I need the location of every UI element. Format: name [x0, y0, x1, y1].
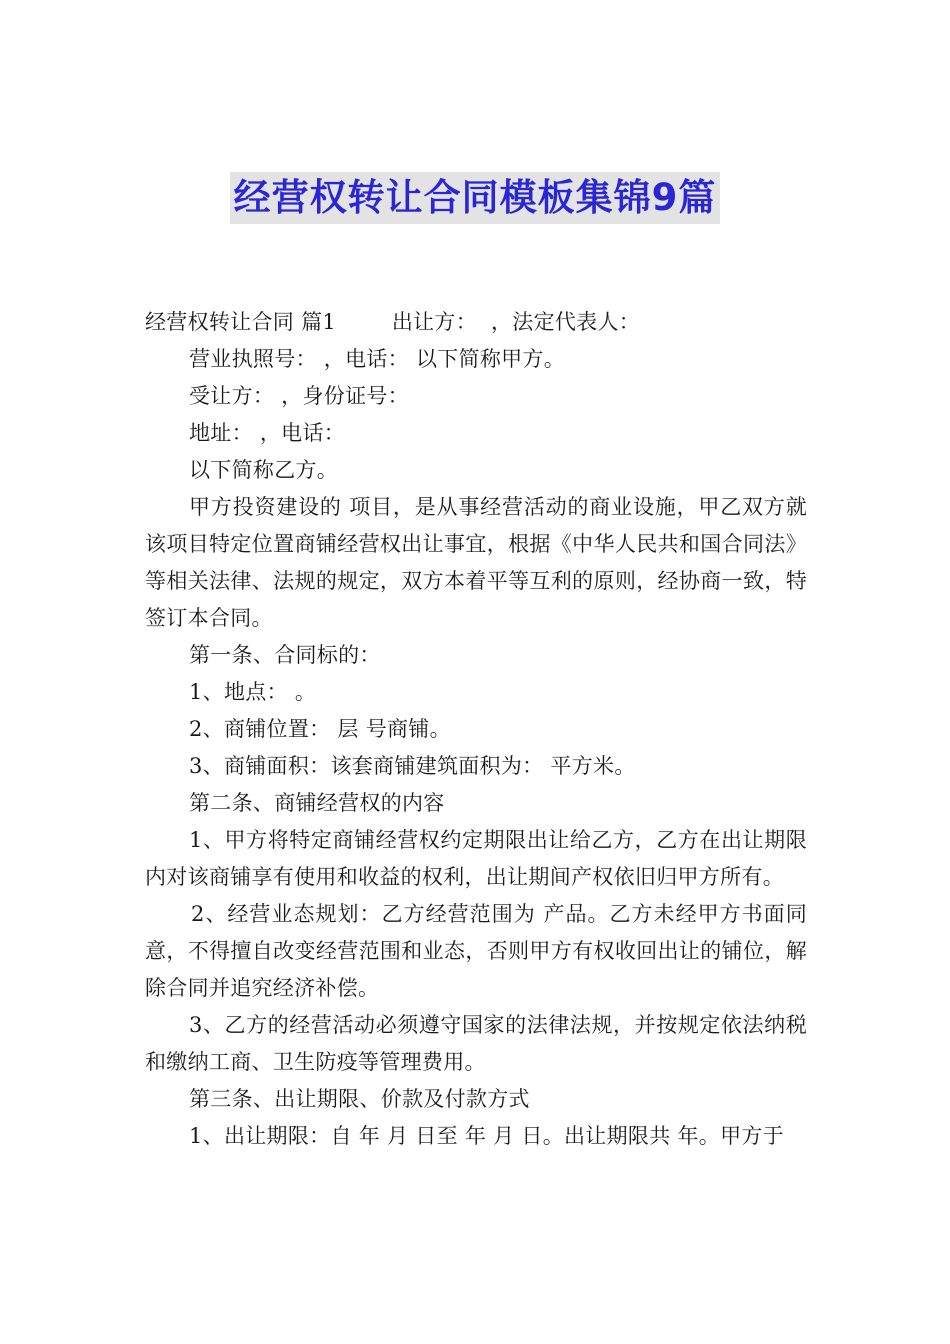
paragraph-clause-2-3: 3、乙方的经营活动必须遵守国家的法律法规，并按规定依法纳税和缴纳工商、卫生防疫等管理费用。: [145, 1013, 807, 1074]
paragraph-item-location: 1、地点： 。: [189, 680, 317, 704]
document-title: 经营权转让合同模板集锦9篇: [230, 172, 721, 224]
paragraph-clause-3-1: 1、出让期限：自 年 月 日至 年 月 日。出让期限共 年。甲方于: [189, 1124, 784, 1148]
title-wrapper: [0, 172, 950, 224]
paragraph-article-3: 第三条、出让期限、价款及付款方式: [189, 1087, 530, 1111]
paragraph-address: 地址： ，电话：: [189, 421, 346, 445]
paragraph-transferee: 受让方： ，身份证号：: [189, 384, 409, 408]
paragraph-preamble: 甲方投资建设的 项目，是从事经营活动的商业设施，甲乙双方就该项目特定位置商铺经营权出让事宜，根据《中华人民共和国合同法》等相关法律、法规的规定，双方本着平等互利的原则，经协商一致，特签订本合同。: [145, 495, 807, 630]
document-body: [145, 304, 807, 1155]
paragraph-article-1: 第一条、合同标的：: [189, 643, 381, 667]
paragraph-article-2: 第二条、商铺经营权的内容: [189, 791, 445, 815]
paragraph-license: 营业执照号： ，电话： 以下简称甲方。: [189, 347, 566, 371]
paragraph-clause-2-1: 1、甲方将特定商铺经营权约定期限出让给乙方，乙方在出让期限内对该商铺享有使用和收益的权利，出让期间产权依旧归甲方所有。: [145, 828, 807, 889]
paragraph-item-position: 2、商铺位置： 层 号商铺。: [189, 717, 451, 741]
paragraph-party-b: 以下简称乙方。: [189, 458, 339, 482]
paragraph-item-area: 3、商铺面积：该套商铺建筑面积为： 平方米。: [189, 754, 636, 778]
paragraph-clause-2-2: 2、经营业态规划：乙方经营范围为 产品。乙方未经甲方书面同意，不得擅自改变经营范围和业态，否则甲方有权收回出让的铺位，解除合同并追究经济补偿。: [145, 902, 807, 1000]
paragraph-header: 经营权转让合同 篇1 出让方： ，法定代表人：: [145, 310, 641, 334]
